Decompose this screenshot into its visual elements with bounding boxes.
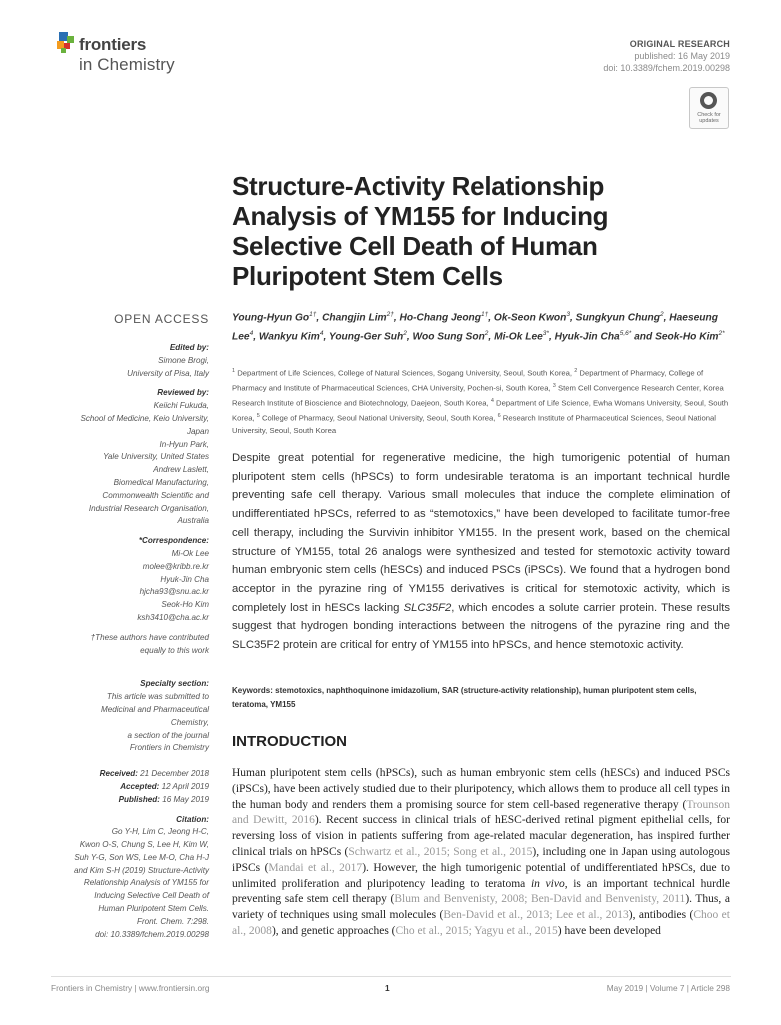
gene-name: SLC35F2 [403, 601, 452, 614]
accepted-date [59, 781, 209, 794]
sidebar-line: Andrew Laslett, [153, 465, 209, 475]
author-name[interactable]: Changjin Lim [322, 312, 387, 324]
author-name[interactable]: Woo Sung Son [412, 331, 485, 343]
sidebar-line: Human Pluripotent Stem Cells. [98, 904, 209, 914]
author-affiliation-mark: 2† [386, 311, 394, 318]
author-name[interactable]: Ok-Seon Kwon [493, 312, 567, 324]
section-heading-introduction: INTRODUCTION [232, 733, 347, 750]
sidebar-line: and Kim S-H (2019) Structure-Activity [74, 865, 209, 875]
sidebar-line: Relationship Analysis of YM155 for [83, 878, 209, 888]
specialty-list [59, 691, 209, 755]
sidebar-line: Chemistry, [170, 717, 209, 727]
reviewed-by-list [59, 400, 209, 528]
sidebar-line: School of Medicine, Keio University, [80, 413, 209, 423]
abstract-text: Despite great potential for regenerative medicine, the high tumorigenic potential of human pluripotent stem cells (hPSCs) to form undesirable teratoma is an important technical hurdle preventing safe cell therapy. Various small molecules that induce the complete elimination of undifferentiated hPSCs, referred to as “stemotoxics,” have been developed to facilitate tumor-free cell therapy, including the Survivin inhibitor YM155. In the present work, based on the chemical structure of YM155, total 26 analogs were synthesized and tested for stemotoxic activity toward human embryonic stem cells (hESCs) and induced PSCs (iPSCs). We found that a hydrogen bond acceptor in the pyrazine ring of YM155 derivatives is critical for stemotoxic activity, which is completely lost in hESCs lacking [232, 452, 730, 614]
published-value: 16 May 2019 [159, 794, 209, 804]
sidebar-line: In-Hyun Park, [159, 439, 209, 449]
affiliation-number: 6 [497, 412, 501, 419]
body-text-run: ) have been developed [557, 924, 661, 937]
affiliation-number: 4 [490, 397, 494, 404]
frontiers-logo-icon [55, 30, 81, 56]
affiliation-text: Department of Life Science, Ewha Womans University, Seoul, South Korea, [232, 398, 729, 423]
author-affiliation-mark: 3 [566, 311, 570, 318]
footer-issue-info: May 2019 | Volume 7 | Article 298 [606, 983, 730, 993]
author-name[interactable]: Sungkyun Chung [575, 312, 660, 324]
citation-link[interactable]: Ben-David et al., 2013; Lee et al., 2013 [443, 909, 629, 922]
author-affiliation-mark: 2* [718, 329, 725, 337]
published-date-side [59, 794, 209, 807]
body-text-run: ), including one in Japan using autologous iPSCs ( [232, 845, 730, 874]
abstract [232, 449, 730, 655]
author-name[interactable]: Haeseung Lee [232, 312, 718, 343]
affiliation-text: Department of Life Sciences, College of Natural Sciences, Sogang University, Seoul, South Korea, [235, 368, 575, 378]
equal-contribution-note [59, 632, 209, 658]
sidebar-line: Japan [186, 426, 209, 436]
published-date: published: 16 May 2019 [634, 51, 730, 61]
sidebar-line: Simone Brogi, [158, 355, 209, 365]
page-number: 1 [385, 983, 390, 993]
sidebar-line: molee@kribb.re.kr [142, 561, 209, 571]
italic-term: in vivo [530, 877, 565, 890]
doi-link[interactable]: doi: 10.3389/fchem.2019.00298 [603, 63, 730, 73]
sidebar-line: hjcha93@snu.ac.kr [139, 587, 209, 597]
affiliation-number: 3 [552, 382, 556, 389]
sidebar-line: Medicinal and Pharmaceutical [101, 704, 209, 714]
author-name[interactable]: Mi-Ok Lee [494, 331, 543, 343]
affiliation-number: 5 [256, 412, 260, 419]
author-affiliation-mark: 2 [403, 329, 407, 337]
sidebar-line: Front. Chem. 7:298. [137, 916, 209, 926]
affiliations [232, 365, 732, 438]
logo-brand: frontiers [79, 35, 147, 54]
author-affiliation-mark: 2 [659, 311, 664, 318]
sidebar-line: Mi-Ok Lee [171, 548, 209, 558]
check-for-updates-badge[interactable] [689, 87, 729, 129]
affiliation-text: Research Institute of Pharmaceutical Sciences, Seoul National University, Seoul, South Korea [232, 413, 717, 436]
affiliation-number: 1 [232, 368, 236, 374]
body-text-run: ), antibodies ( [628, 909, 694, 922]
sidebar-line: doi: 10.3389/fchem.2019.00298 [95, 929, 209, 939]
accepted-value: 12 April 2019 [159, 781, 209, 791]
body-text-run: ), and genetic approaches ( [271, 924, 396, 937]
edited-by-list [59, 355, 209, 381]
journal-logo[interactable] [55, 30, 195, 76]
sidebar-line: Commonwealth Scientific and [102, 490, 209, 500]
body-text-run: ). However, the high tumorigenic potential of undifferentiated hPSCs, due to unlimited proliferation and pluripotency leading to teratoma [232, 861, 730, 890]
sidebar-line: equally to this work [140, 645, 209, 655]
citation-link[interactable]: Cho et al., 2015; Yagyu et al., 2015 [395, 924, 558, 937]
body-text-run: Human pluripotent stem cells (hPSCs), such as human embryonic stem cells (hESCs) and induced PSCs (iPSCs), have been actively studied due to their pluripotency, which allows them to produce all cell types in the human body and renders them a promising source for stem cell-based regenerative therapy ( [232, 767, 730, 811]
sidebar-line: Inducing Selective Cell Death of [94, 891, 209, 901]
keywords [232, 684, 730, 712]
keywords-text: stemotoxics, naphthoquinone imidazolium, SAR (structure-activity relationship), human pluripotent stem cells, teratoma, YM155 [232, 686, 697, 709]
check-updates-icon [700, 92, 717, 109]
author-name[interactable]: Ho-Chang Jeong [399, 312, 481, 324]
author-affiliation-mark: 2 [484, 329, 489, 337]
article-type: ORIGINAL RESEARCH [629, 39, 730, 49]
citation-list [59, 826, 209, 941]
article-sidebar [59, 342, 209, 941]
author-name[interactable]: Seok-Ho Kim [655, 331, 719, 343]
specialty-label: Specialty section: [140, 679, 209, 689]
affiliation-text: Department of Pharmacy, College of Pharmacy and Institute of Pharmaceutical Sciences, CHA University, Pochen-si, South Korea, [232, 368, 704, 393]
body-text-run: , is an important technical hurdle preventing safe stem cell therapy ( [232, 877, 730, 906]
author-name[interactable]: Hyuk-Jin Cha [554, 331, 620, 343]
author-affiliation-mark: 3* [542, 329, 549, 337]
author-name[interactable]: Wankyu Kim [258, 331, 320, 343]
article-title: Structure-Activity Relationship Analysis of YM155 for Inducing Selective Cell Death of Human Pluripotent Stem Cells [232, 171, 609, 291]
edited-by-label: Edited by: [169, 343, 209, 352]
sidebar-line: Frontiers in Chemistry [129, 743, 209, 753]
body-text-run: ). Thus, a variety of techniques using small molecules ( [232, 893, 730, 922]
author-affiliation-mark: 1† [481, 311, 489, 318]
sidebar-line: †These authors have contributed [90, 632, 209, 642]
check-updates-label: Check for updates [697, 112, 721, 124]
citation-link[interactable]: Choo et al., 2008 [232, 909, 730, 937]
sidebar-line: ksh3410@cha.ac.kr [137, 612, 209, 622]
body-text-run: ). Recent success in clinical trials of hESC-derived retinal pigment epithelial cells, for reversing loss of vision in patients suffering from age-related macular degeneration, has inspired further clinical trials on hPSCs ( [232, 814, 730, 858]
keywords-label: Keywords: [232, 686, 273, 695]
footer-divider [51, 976, 731, 977]
sidebar-line: a section of the journal [127, 730, 209, 740]
affiliation-text: College of Pharmacy, Seoul National University, Seoul, South Korea, [259, 413, 498, 423]
received-value: 21 December 2018 [137, 769, 209, 779]
received-label: Received: [99, 769, 138, 779]
sidebar-line: Go Y-H, Lim C, Jeong H-C, [111, 827, 209, 837]
reviewed-by-label: Reviewed by: [157, 388, 209, 398]
author-affiliation-mark: 4 [249, 329, 254, 337]
abstract-text-end: , which encodes a solute carrier protein. These results suggest that hydrogen bonding interactions between the nitrogens of the pyrazine ring and the SLC35F2 protein are critical for entry of YM155 into hPSCs, and hence stemotoxic activity. [232, 601, 730, 652]
affiliation-number: 2 [574, 368, 578, 374]
received-date [59, 768, 209, 781]
logo-journal-name: in Chemistry [79, 55, 175, 74]
affiliation-text: Stem Cell Convergence Research Center, Korea Research Institute of Bioscience and Biotechnology, Daejeon, South Korea, [232, 383, 724, 408]
citation-link[interactable]: Trounson and Dewitt, 2016 [232, 798, 730, 827]
citation-link[interactable]: Mandai et al., 2017 [268, 861, 363, 874]
sidebar-line: Australia [177, 516, 209, 526]
sidebar-line: Industrial Research Organisation, [88, 503, 209, 513]
author-affiliation-mark: 4 [319, 329, 324, 337]
correspondence-label: *Correspondence: [138, 536, 209, 546]
sidebar-line: Yale University, United States [103, 452, 209, 462]
article-meta-header [603, 38, 730, 74]
footer-journal-link[interactable]: Frontiers in Chemistry | www.frontiersin.org [51, 983, 210, 993]
sidebar-line: This article was submitted to [106, 692, 209, 702]
sidebar-line: Hyuk-Jin Cha [160, 574, 209, 584]
sidebar-line: University of Pisa, Italy [127, 368, 209, 378]
sidebar-line: Seok-Ho Kim [161, 600, 209, 610]
sidebar-line: Keiichi Fukuda, [153, 401, 209, 411]
published-label: Published: [118, 794, 160, 804]
citation-label: Citation: [176, 814, 209, 824]
author-list: Young-Hyun $Go^{1\dagger}$, Changjin Lim$^{2\dagger}$, Ho-Chang Jeong$^{1\dagger}$, Ok-Seon Kwon$^3$, Sungkyun Chung$^2$, Haeseung Lee$^4$, Wankyu Kim$^4$, Young-Ger Suh$^2$, Woo Sung Son$^2$, Mi-Ok Lee$^{3*}$, Hyuk-Jin Cha$^{5,6*}$ and Seok-Ho Kim$^{2*}$ [232, 311, 725, 343]
introduction-body [232, 766, 730, 940]
author-name[interactable]: Young-Hyun Go [232, 312, 310, 324]
correspondence-list[interactable] [59, 548, 209, 625]
sidebar-line: Kwon O-S, Chung S, Lee H, Kim W, [79, 840, 209, 850]
author-affiliation-mark: 1† [309, 311, 317, 318]
open-access-label: OPEN ACCESS [114, 312, 209, 326]
sidebar-line: Biomedical Manufacturing, [113, 477, 209, 487]
citation-link[interactable]: Schwartz et al., 2015; Song et al., 2015 [348, 845, 533, 858]
author-name[interactable]: Young-Ger Suh [328, 331, 404, 343]
accepted-label: Accepted: [120, 781, 160, 791]
sidebar-line: Suh Y-G, Son WS, Lee M-O, Cha H-J [74, 852, 209, 862]
citation-link[interactable]: Blum and Benvenisty, 2008; Ben-David and Benvenisty, 2011 [394, 893, 686, 906]
author-affiliation-mark: 5,6* [619, 329, 632, 337]
